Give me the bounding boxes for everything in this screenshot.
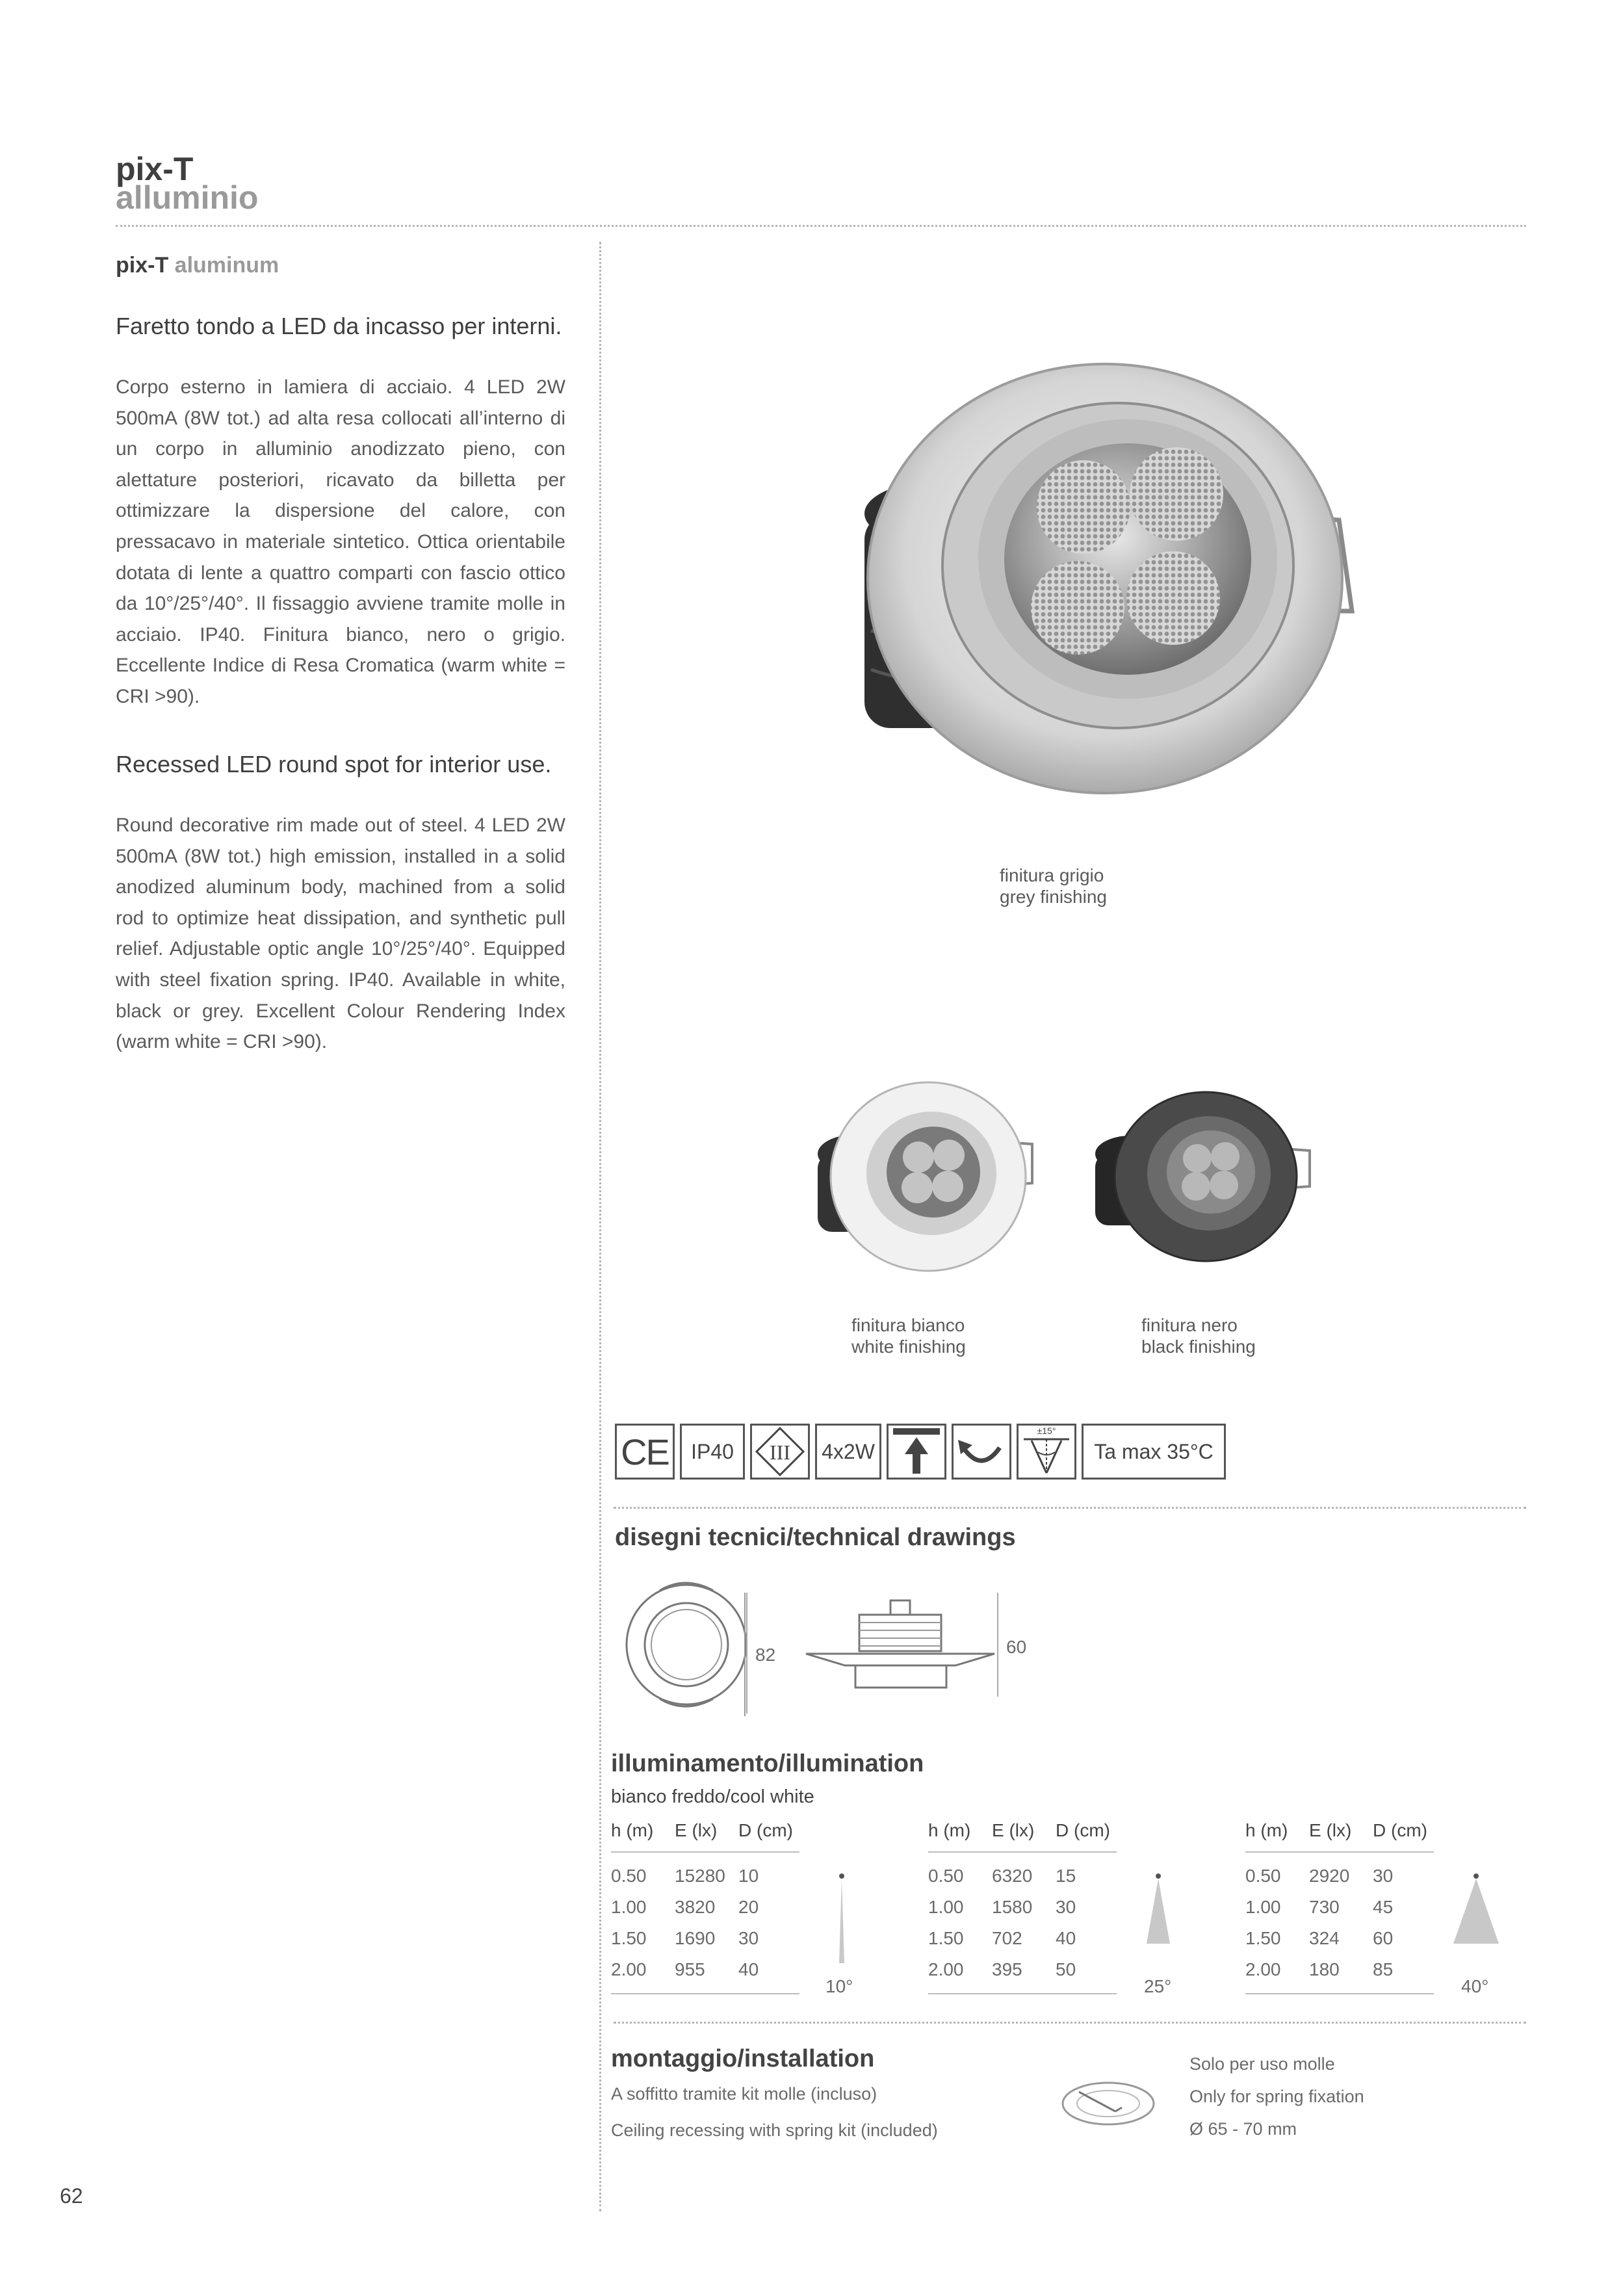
drawings-title: disegni tecnici/technical drawings — [615, 1524, 1016, 1551]
table-header-line — [928, 1851, 1117, 1853]
col-header-e: E (lx) — [992, 1820, 1035, 1840]
english-heading: Recessed LED round spot for interior use. — [116, 751, 552, 777]
table-cell: 1.50 — [928, 1928, 964, 1948]
ip-rating-text: IP40 — [691, 1439, 734, 1463]
caption-grey — [1000, 865, 1107, 907]
note-spring-only-en: Only for spring fixation — [1189, 2087, 1364, 2106]
english-title — [116, 252, 279, 278]
product-photo-grey — [799, 306, 1378, 858]
beam-angle-40: 40° — [1461, 1976, 1489, 1996]
ambient-temperature-badge — [1082, 1424, 1226, 1480]
class-iii-text: III — [770, 1441, 790, 1464]
caption-black — [1141, 1314, 1256, 1357]
ce-mark-text: CE — [621, 1431, 669, 1472]
table-header-line — [1245, 1851, 1434, 1853]
product-title: pix-T — [116, 151, 194, 187]
table-cell: 1.50 — [611, 1928, 647, 1948]
beam-angle-25: 25° — [1144, 1976, 1172, 1996]
beam-cone-10-icon — [825, 1872, 858, 1970]
note-spring-only-it: Solo per uso molle — [1189, 2054, 1335, 2074]
table-cell: 6320 — [992, 1866, 1033, 1886]
col-header-h: h (m) — [928, 1820, 971, 1840]
italian-description: Corpo esterno in lamiera di acciaio. 4 LED 2W 500mA (8W tot.) ad alta resa collocati all’interno di un corpo in alluminio anodizzato pieno, con alettature posteriori, ricavato da billetta per ottimizzare la dispersione del calore, con pressacavo in materiale sintetico. Ottica orientabile dotata di lente a quattro comparti con fascio ottico da 10°/25°/40°. Il fissaggio avviene tramite molle in acciaio. IP40. Finitura bianco, nero o grigio. Eccellente Indice di Resa Cromatica (warm white = CRI >90). — [116, 376, 565, 707]
ip-rating-badge — [680, 1424, 745, 1480]
caption-white-it: finitura bianco — [851, 1315, 965, 1335]
table-cell: 40 — [738, 1959, 759, 1979]
table-cell: 40 — [1056, 1928, 1076, 1948]
col-header-h: h (m) — [1245, 1820, 1288, 1840]
power-text: 4x2W — [822, 1439, 875, 1463]
illumination-divider — [614, 2022, 1526, 2024]
table-footer-line — [928, 1993, 1117, 1994]
table-header-line — [611, 1851, 799, 1853]
illumination-title: illuminamento/illumination — [611, 1750, 924, 1777]
note-cutout-diameter: Ø 65 - 70 mm — [1189, 2119, 1297, 2139]
table-cell: 0.50 — [611, 1866, 647, 1886]
table-cell: 10 — [738, 1866, 759, 1886]
illumination-table-25 — [928, 1812, 1117, 1994]
table-cell: 1.00 — [1245, 1897, 1281, 1917]
table-footer-line — [1245, 1993, 1434, 1994]
table-cell: 45 — [1373, 1897, 1394, 1917]
page-number: 62 — [60, 2184, 83, 2208]
table-cell: 85 — [1373, 1959, 1394, 1979]
table-cell: 1.50 — [1245, 1928, 1281, 1948]
table-cell: 0.50 — [1245, 1866, 1281, 1886]
column-divider — [599, 242, 601, 2211]
adjustable-optic-icon — [952, 1424, 1011, 1480]
table-cell: 60 — [1373, 1928, 1394, 1948]
caption-black-en: black finishing — [1141, 1337, 1256, 1357]
caption-white-en: white finishing — [851, 1337, 966, 1357]
caption-grey-it: finitura grigio — [1000, 865, 1104, 885]
english-title-a: pix-T — [116, 253, 169, 278]
table-cell: 1690 — [675, 1928, 716, 1948]
arrow-up-icon — [890, 1426, 942, 1478]
tilt-angle-text: ±15° — [1037, 1426, 1056, 1436]
table-cell: 3820 — [675, 1897, 716, 1917]
front-dimension: 82 — [755, 1645, 776, 1665]
side-dimension-line — [997, 1593, 998, 1697]
installation-line-it: A soffitto tramite kit molle (incluso) — [611, 2084, 877, 2104]
side-view-drawing — [799, 1593, 1007, 1697]
tilt-angle-glyph-icon — [1019, 1425, 1074, 1478]
table-cell: 2.00 — [1245, 1959, 1281, 1979]
ce-mark-icon — [615, 1424, 675, 1480]
table-cell: 30 — [1056, 1897, 1076, 1917]
col-header-d: D (cm) — [1056, 1820, 1110, 1840]
table-cell: 15280 — [675, 1866, 725, 1886]
side-dimension: 60 — [1006, 1637, 1027, 1657]
table-cell: 2.00 — [928, 1959, 964, 1979]
front-dimension-line — [746, 1593, 747, 1714]
product-subtitle: alluminio — [116, 179, 259, 216]
spring-fixation-icon — [1059, 2078, 1157, 2130]
illumination-table-40 — [1245, 1812, 1434, 1994]
col-header-e: E (lx) — [675, 1820, 718, 1840]
table-cell: 1580 — [992, 1897, 1033, 1917]
installation-line-en: Ceiling recessing with spring kit (included) — [611, 2120, 938, 2140]
english-description: Round decorative rim made out of steel. 4 LED 2W 500mA (8W tot.) high emission, installed in a solid anodized aluminum body, machined from a solid rod to optimize heat dissipation, and synthetic pull relief. Adjustable optic angle 10°/25°/40°. Equipped with steel fixation spring. IP40. Available in white, black or grey. Excellent Colour Rendering Index (warm white = CRI >90). — [116, 815, 565, 1053]
power-badge — [815, 1424, 881, 1480]
col-header-d: D (cm) — [1373, 1820, 1427, 1840]
table-cell: 0.50 — [928, 1866, 964, 1886]
table-cell: 324 — [1309, 1928, 1340, 1948]
col-header-e: E (lx) — [1309, 1820, 1352, 1840]
english-title-b: aluminum — [174, 253, 279, 278]
table-cell: 955 — [675, 1959, 705, 1979]
table-cell: 180 — [1309, 1959, 1340, 1979]
caption-black-it: finitura nero — [1141, 1315, 1238, 1335]
col-header-h: h (m) — [611, 1820, 654, 1840]
beam-cone-40-icon — [1447, 1872, 1505, 1970]
header-divider — [116, 225, 1526, 227]
table-cell: 2920 — [1309, 1866, 1350, 1886]
icons-divider — [614, 1507, 1526, 1509]
table-cell: 702 — [992, 1928, 1022, 1948]
table-cell: 730 — [1309, 1897, 1340, 1917]
class-iii-icon — [750, 1424, 810, 1480]
table-footer-line — [611, 1993, 799, 1994]
diamond-icon — [754, 1426, 806, 1478]
table-cell: 1.00 — [611, 1897, 647, 1917]
illumination-subtitle: bianco freddo/cool white — [611, 1786, 814, 1807]
table-cell: 30 — [738, 1928, 759, 1948]
table-cell: 30 — [1373, 1866, 1394, 1886]
table-cell: 15 — [1056, 1866, 1076, 1886]
table-cell: 2.00 — [611, 1959, 647, 1979]
col-header-d: D (cm) — [738, 1820, 793, 1840]
table-cell: 50 — [1056, 1959, 1076, 1979]
front-view-drawing — [608, 1567, 764, 1723]
caption-white — [851, 1314, 966, 1357]
table-cell: 395 — [992, 1959, 1022, 1979]
beam-angle-10: 10° — [825, 1976, 853, 1996]
beam-cone-25-icon — [1139, 1872, 1178, 1970]
tilt-angle-icon — [1017, 1424, 1076, 1480]
illumination-table-10 — [611, 1812, 799, 1994]
installation-title: montaggio/installation — [611, 2045, 875, 2072]
ambient-temperature-text: Ta max 35°C — [1094, 1439, 1214, 1463]
product-photo-black — [1082, 1082, 1323, 1277]
rotate-arrow-icon — [955, 1426, 1007, 1478]
recessed-mount-icon — [887, 1424, 946, 1480]
caption-grey-en: grey finishing — [1000, 887, 1107, 907]
table-cell: 1.00 — [928, 1897, 964, 1917]
product-photo-white — [798, 1069, 1045, 1284]
italian-heading: Faretto tondo a LED da incasso per interni. — [116, 313, 562, 339]
table-cell: 20 — [738, 1897, 759, 1917]
